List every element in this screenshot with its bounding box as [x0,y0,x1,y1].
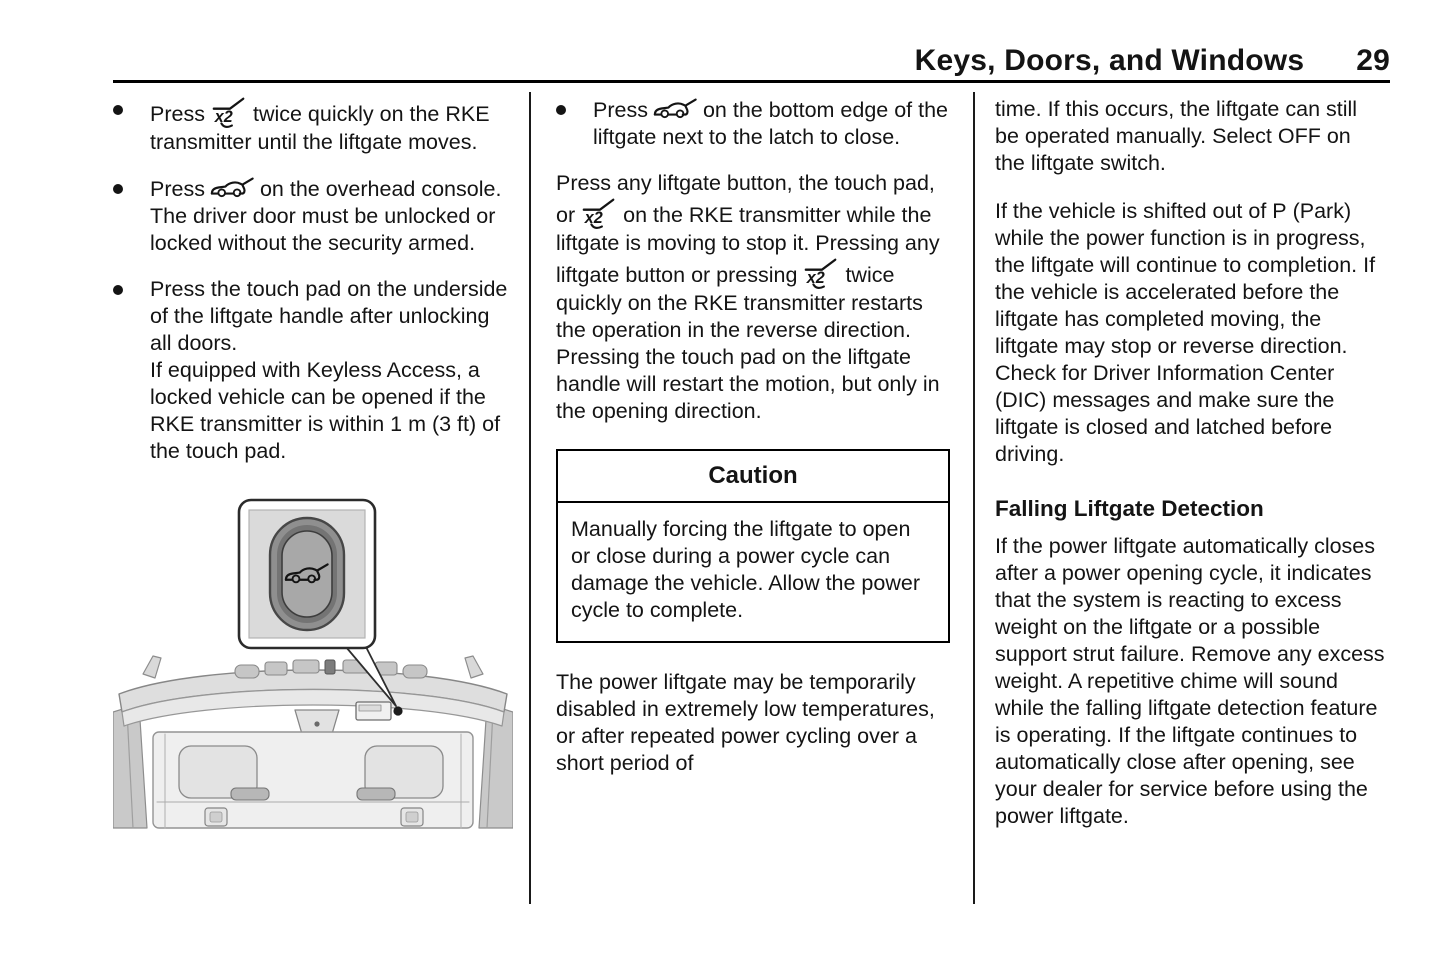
rke-liftgate-x2-icon [210,96,248,129]
text-segment: on the RKE transmitter while the liftgate is moving to stop it. Pressing any liftgate button or pressing [556,203,940,287]
bullet-icon [113,276,150,465]
column-1 [113,96,510,837]
liftgate-icon [210,175,255,200]
column-divider-2 [973,92,975,904]
paragraph [556,170,950,425]
column-2 [556,96,950,777]
text-segment: If equipped with Keyless Access, a locked vehicle can be opened if the RKE transmitter is within 1 m (3 ft) of the touch pad. [150,358,501,463]
text-segment: twice quickly on the RKE transmitter restarts the operation in the reverse direction. Pressing the touch pad on the liftgate handle will restart the motion, but only in the opening direction. [556,263,940,423]
liftgate-icon [653,96,698,121]
bullet-icon [113,96,150,156]
list-item [113,96,510,156]
text-segment: Press any liftgate button, the touch pad, or [556,171,935,227]
bullet-icon [556,96,593,151]
text-segment: twice quickly on the RKE transmitter until the liftgate moves. [150,102,490,154]
text-segment: Press [150,177,205,201]
list-item-text [150,96,510,156]
page-header [915,44,1390,78]
paragraph: time. If this occurs, the liftgate can still be operated manually. Select OFF on the liftgate switch. [995,97,1358,175]
caution-body: Manually forcing the liftgate to open or close during a power cycle can damage the vehicle. Allow the power cycle to complete. [571,517,920,622]
caution-box [556,449,950,643]
paragraph: The power liftgate may be temporarily disabled in extremely low temperatures, or after repeated power cycling over a short period of [556,670,935,775]
list-item [113,175,510,257]
header-rule [113,80,1390,83]
text-segment: Press the touch pad on the underside of the liftgate handle after unlocking all doors. [150,277,508,355]
overhead-console-illustration [113,498,513,830]
page-title: Keys, Doors, and Windows [914,44,1305,77]
paragraph: If the vehicle is shifted out of P (Park) while the power function is in progress, the liftgate will continue to completion. If the vehicle is accelerated before the liftgate has completed moving, the liftgate may stop or reverse direction. Check for Driver Information Center (DIC) messages and make sure the liftgate is closed and latched before driving. [995,199,1376,466]
text-segment: on the bottom edge of the liftgate next to the latch to close. [593,98,949,149]
column-3 [995,96,1386,830]
text-segment: Press [593,98,648,122]
section-heading: Falling Liftgate Detection [995,496,1264,521]
list-item-text [150,175,510,257]
list-item-text [150,276,510,465]
rke-liftgate-x2-icon [580,197,618,230]
list-item-text [593,96,950,151]
page-number: 29 [1356,44,1390,77]
inset-callout [239,500,375,648]
text-segment: on the overhead console. The driver door must be unlocked or locked without the security armed. [150,177,502,255]
rke-liftgate-x2-icon [802,257,840,290]
caution-title: Caution [558,451,948,503]
list-item [556,96,950,151]
list-item [113,276,510,465]
column-divider-1 [529,92,531,904]
paragraph: If the power liftgate automatically closes after a power opening cycle, it indicates that the system is reacting to excess weight on the liftgate or a possible support strut failure. Remove any excess weight. A repetitive chime will sound while the falling liftgate detection feature is operating. If the liftgate continues to automatically close after opening, see your dealer for service before using the power liftgate. [995,534,1385,828]
text-segment: Press [150,102,205,126]
bullet-icon [113,175,150,257]
